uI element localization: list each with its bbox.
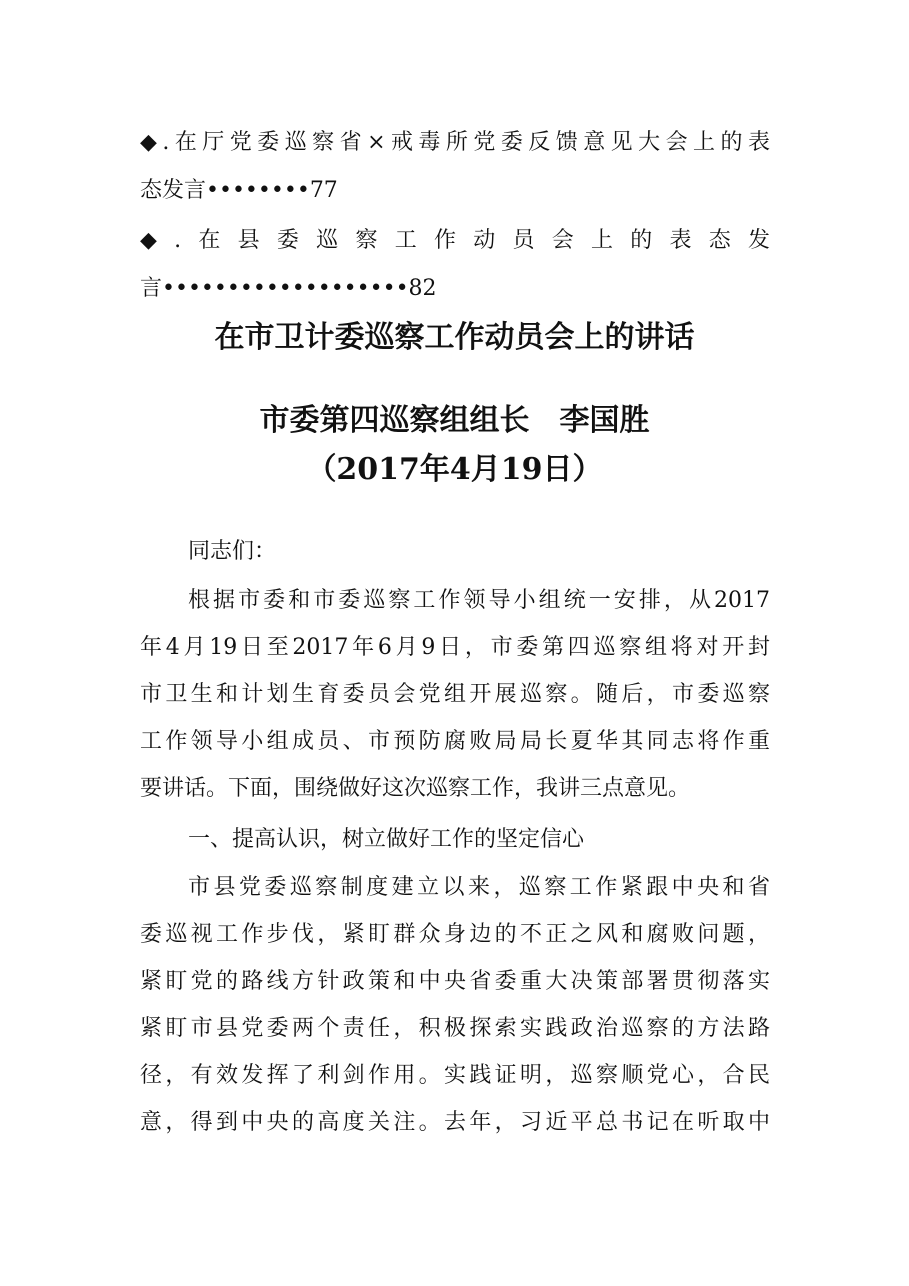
- toc-entry-1-line-2: 态发言••••••••77: [140, 178, 338, 203]
- paragraph-2-line: 径，有效发挥了利剑作用。实践证明，巡察顺党心，合民: [140, 1063, 770, 1088]
- paragraph-1-line: 市卫生和计划生育委员会党组开展巡察。随后，市委巡察: [140, 682, 770, 707]
- paragraph-2-line: 委巡视工作步伐，紧盯群众身边的不正之风和腐败问题，: [140, 922, 770, 947]
- toc-entry-1-line-1: ◆.在厅党委巡察省×戒毒所党委反馈意见大会上的表: [140, 130, 770, 155]
- toc-entry-2-line-2: 言•••••••••••••••••••82: [140, 276, 437, 301]
- section-heading-1-text: 一、提高认识，树立做好工作的坚定信心: [188, 827, 585, 852]
- paragraph-1-line: 年4月19日至2017年6月9日，市委第四巡察组将对开封: [140, 635, 770, 660]
- speech-date: （2017年4月19日）: [306, 452, 603, 487]
- paragraph-2-line: 意，得到中央的高度关注。去年，习近平总书记在听取中: [140, 1110, 770, 1135]
- section-heading-1: [140, 816, 770, 863]
- paragraph-2-line: 市县党委巡察制度建立以来，巡察工作紧跟中央和省: [188, 875, 770, 900]
- speaker-line: 市委第四巡察组组长 李国胜: [259, 403, 650, 438]
- salutation-text: 同志们：: [188, 539, 277, 564]
- paragraph-2-line: 紧盯市县党委两个责任，积极探索实践政治巡察的方法路: [140, 1016, 770, 1041]
- salutation: [140, 528, 770, 575]
- paragraph-1-line: 工作领导小组成员、市预防腐败局局长夏华其同志将作重: [140, 729, 770, 754]
- paragraph-1: [140, 577, 770, 812]
- paragraph-2-line: 紧盯党的路线方针政策和中央省委重大决策部署贯彻落实: [140, 969, 770, 994]
- speech-title: 在市卫计委巡察工作动员会上的讲话: [214, 320, 695, 355]
- paragraph-1-line: 根据市委和市委巡察工作领导小组统一安排，从2017: [188, 588, 770, 613]
- paragraph-2: [140, 864, 770, 1146]
- toc-entry-2-line-1: ◆.在县委巡察工作动员会上的表态发: [140, 228, 770, 253]
- paragraph-1-line: 要讲话。下面，围绕做好这次巡察工作，我讲三点意见。: [140, 776, 691, 801]
